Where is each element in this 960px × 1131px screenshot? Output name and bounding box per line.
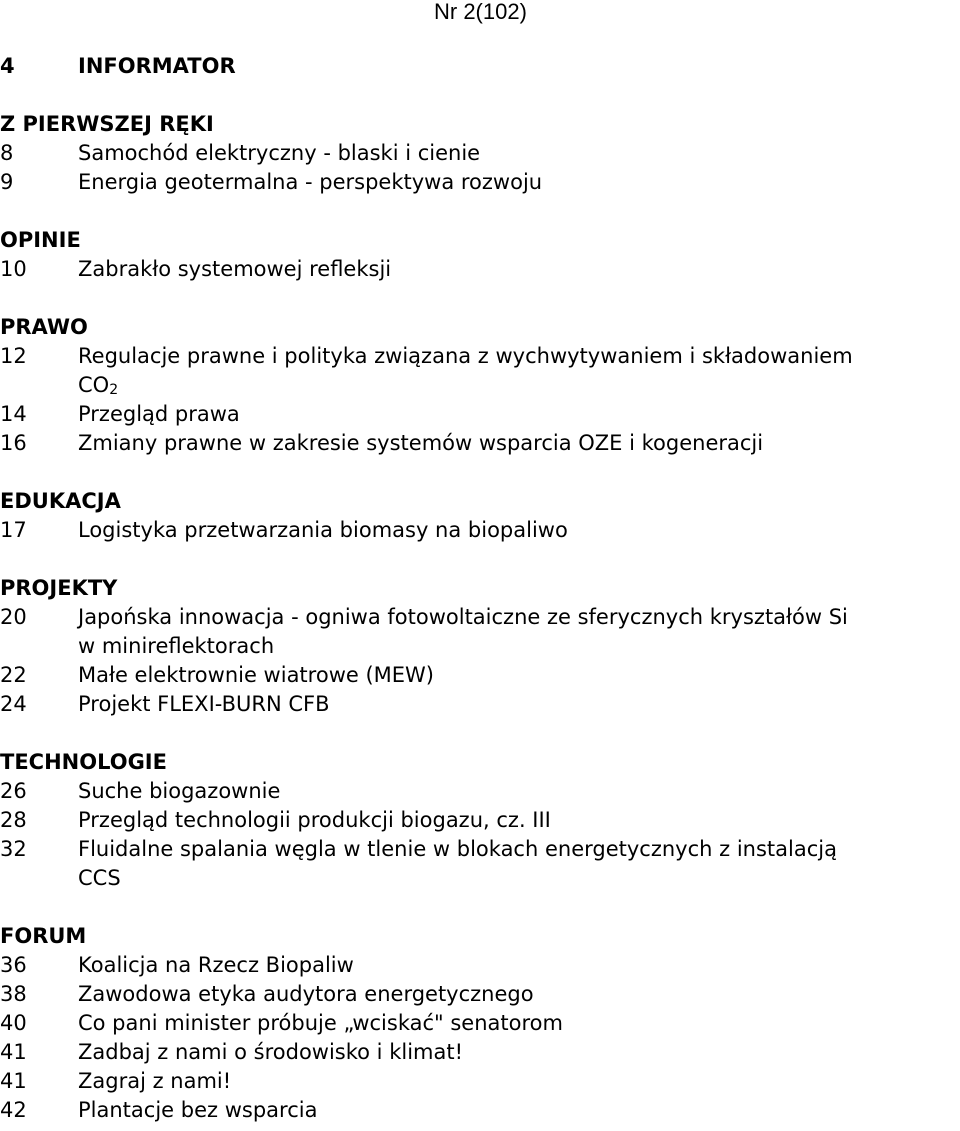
toc-sections xyxy=(0,110,960,1125)
entry-title xyxy=(78,980,960,1009)
entry-title-line: Projekt FLEXI-BURN CFB xyxy=(78,692,330,716)
toc-section xyxy=(0,487,960,545)
toc-entry[interactable] xyxy=(0,835,960,893)
page-number: 20 xyxy=(0,605,27,629)
entry-title-line: Zagraj z nami! xyxy=(78,1069,232,1093)
toc-entry[interactable] xyxy=(0,661,960,690)
section-heading: OPINIE xyxy=(0,228,81,252)
entry-title xyxy=(78,835,960,893)
spacer xyxy=(0,719,960,748)
page-number: 10 xyxy=(0,257,27,281)
page-number: 42 xyxy=(0,1098,27,1122)
page-number: 24 xyxy=(0,692,27,716)
entry-title-line: Przegląd technologii produkcji biogazu, cz. III xyxy=(78,808,551,832)
section-heading: EDUKACJA xyxy=(0,489,121,513)
page-number: 9 xyxy=(0,170,14,194)
entry-title xyxy=(78,400,960,429)
spacer xyxy=(0,284,960,313)
toc-section xyxy=(0,313,960,458)
toc-entry[interactable] xyxy=(0,980,960,1009)
entry-title xyxy=(78,1096,960,1125)
entry-title xyxy=(78,690,960,719)
toc-entry[interactable] xyxy=(0,1096,960,1125)
toc-entry[interactable] xyxy=(0,690,960,719)
toc-section xyxy=(0,574,960,719)
entry-title-line: Małe elektrownie wiatrowe (MEW) xyxy=(78,663,434,687)
toc-entry[interactable] xyxy=(0,139,960,168)
entry-title xyxy=(78,777,960,806)
entry-title-line: Samochód elektryczny - blaski i cienie xyxy=(78,141,481,165)
toc-entry[interactable] xyxy=(0,1009,960,1038)
toc-section xyxy=(0,110,960,197)
table-of-contents xyxy=(0,52,960,1125)
entry-title xyxy=(78,1038,960,1067)
toc-entry-informator[interactable] xyxy=(0,52,960,81)
subscript: 2 xyxy=(109,382,119,398)
entry-title xyxy=(78,255,960,284)
entry-title xyxy=(78,1067,960,1096)
section-heading: Z PIERWSZEJ RĘKI xyxy=(0,112,214,136)
entry-title-line: Fluidalne spalania węgla w tlenie w blokach energetycznych z instalacją xyxy=(78,837,837,861)
page-number: 22 xyxy=(0,663,27,687)
entry-title-line: Zadbaj z nami o środowisko i klimat! xyxy=(78,1040,464,1064)
entry-title-line: Zawodowa etyka audytora energetycznego xyxy=(78,982,534,1006)
entry-title xyxy=(78,661,960,690)
spacer xyxy=(0,81,960,110)
entry-title-line: Koalicja na Rzecz Biopaliw xyxy=(78,953,354,977)
section-heading: TECHNOLOGIE xyxy=(0,750,167,774)
entry-title-continuation: w minireflektorach xyxy=(78,634,275,658)
toc-entry[interactable] xyxy=(0,429,960,458)
entry-title-line: Logistyka przetwarzania biomasy na biopaliwo xyxy=(78,518,568,542)
page-number: 4 xyxy=(0,54,15,78)
entry-title xyxy=(78,168,960,197)
entry-title-line: Regulacje prawne i polityka związana z wychwytywaniem i składowaniem xyxy=(78,344,853,368)
toc-entry[interactable] xyxy=(0,400,960,429)
toc-entry[interactable] xyxy=(0,1067,960,1096)
entry-title xyxy=(78,951,960,980)
section-heading: PROJEKTY xyxy=(0,576,118,600)
entry-title xyxy=(78,806,960,835)
entry-title-line: Co pani minister próbuje „wciskać" senatorom xyxy=(78,1011,563,1035)
toc-entry[interactable] xyxy=(0,806,960,835)
toc-entry[interactable] xyxy=(0,777,960,806)
spacer xyxy=(0,197,960,226)
page-number: 32 xyxy=(0,837,27,861)
page-number: 26 xyxy=(0,779,27,803)
page-number: 17 xyxy=(0,518,27,542)
entry-title: INFORMATOR xyxy=(78,54,236,78)
entry-title-line: Plantacje bez wsparcia xyxy=(78,1098,318,1122)
page-number: 28 xyxy=(0,808,27,832)
entry-title-line: Energia geotermalna - perspektywa rozwoju xyxy=(78,170,543,194)
entry-title xyxy=(78,516,960,545)
toc-entry[interactable] xyxy=(0,951,960,980)
entry-title-continuation: CCS xyxy=(78,866,121,890)
page-number: 38 xyxy=(0,982,27,1006)
entry-title xyxy=(78,1009,960,1038)
page-number: 41 xyxy=(0,1069,27,1093)
entry-title xyxy=(78,429,960,458)
entry-title xyxy=(78,139,960,168)
page-number: 36 xyxy=(0,953,27,977)
section-heading: FORUM xyxy=(0,924,87,948)
page-number: 16 xyxy=(0,431,27,455)
spacer xyxy=(0,893,960,922)
toc-entry[interactable] xyxy=(0,1038,960,1067)
spacer xyxy=(0,458,960,487)
page-number: 14 xyxy=(0,402,27,426)
issue-number: Nr 2(102) xyxy=(434,0,527,24)
toc-entry[interactable] xyxy=(0,516,960,545)
toc-entry[interactable] xyxy=(0,603,960,661)
toc-section xyxy=(0,226,960,284)
spacer xyxy=(0,545,960,574)
page-number: 12 xyxy=(0,344,27,368)
section-heading: PRAWO xyxy=(0,315,88,339)
toc-entry[interactable] xyxy=(0,168,960,197)
entry-title-line: Suche biogazownie xyxy=(78,779,281,803)
page-number: 40 xyxy=(0,1011,27,1035)
entry-title xyxy=(78,342,960,400)
page-number: 8 xyxy=(0,141,14,165)
entry-title-continuation: CO xyxy=(78,373,110,397)
entry-title-line: Zmiany prawne w zakresie systemów wsparcia OZE i kogeneracji xyxy=(78,431,764,455)
entry-title xyxy=(78,603,960,661)
toc-section xyxy=(0,748,960,893)
toc-section xyxy=(0,922,960,1125)
entry-title-line: Przegląd prawa xyxy=(78,402,240,426)
toc-entry[interactable] xyxy=(0,342,960,400)
entry-title-line: Zabrakło systemowej refleksji xyxy=(78,257,392,281)
toc-entry[interactable] xyxy=(0,255,960,284)
entry-title-line: Japońska innowacja - ogniwa fotowoltaiczne ze sferycznych kryształów Si xyxy=(78,605,848,629)
page-number: 41 xyxy=(0,1040,27,1064)
